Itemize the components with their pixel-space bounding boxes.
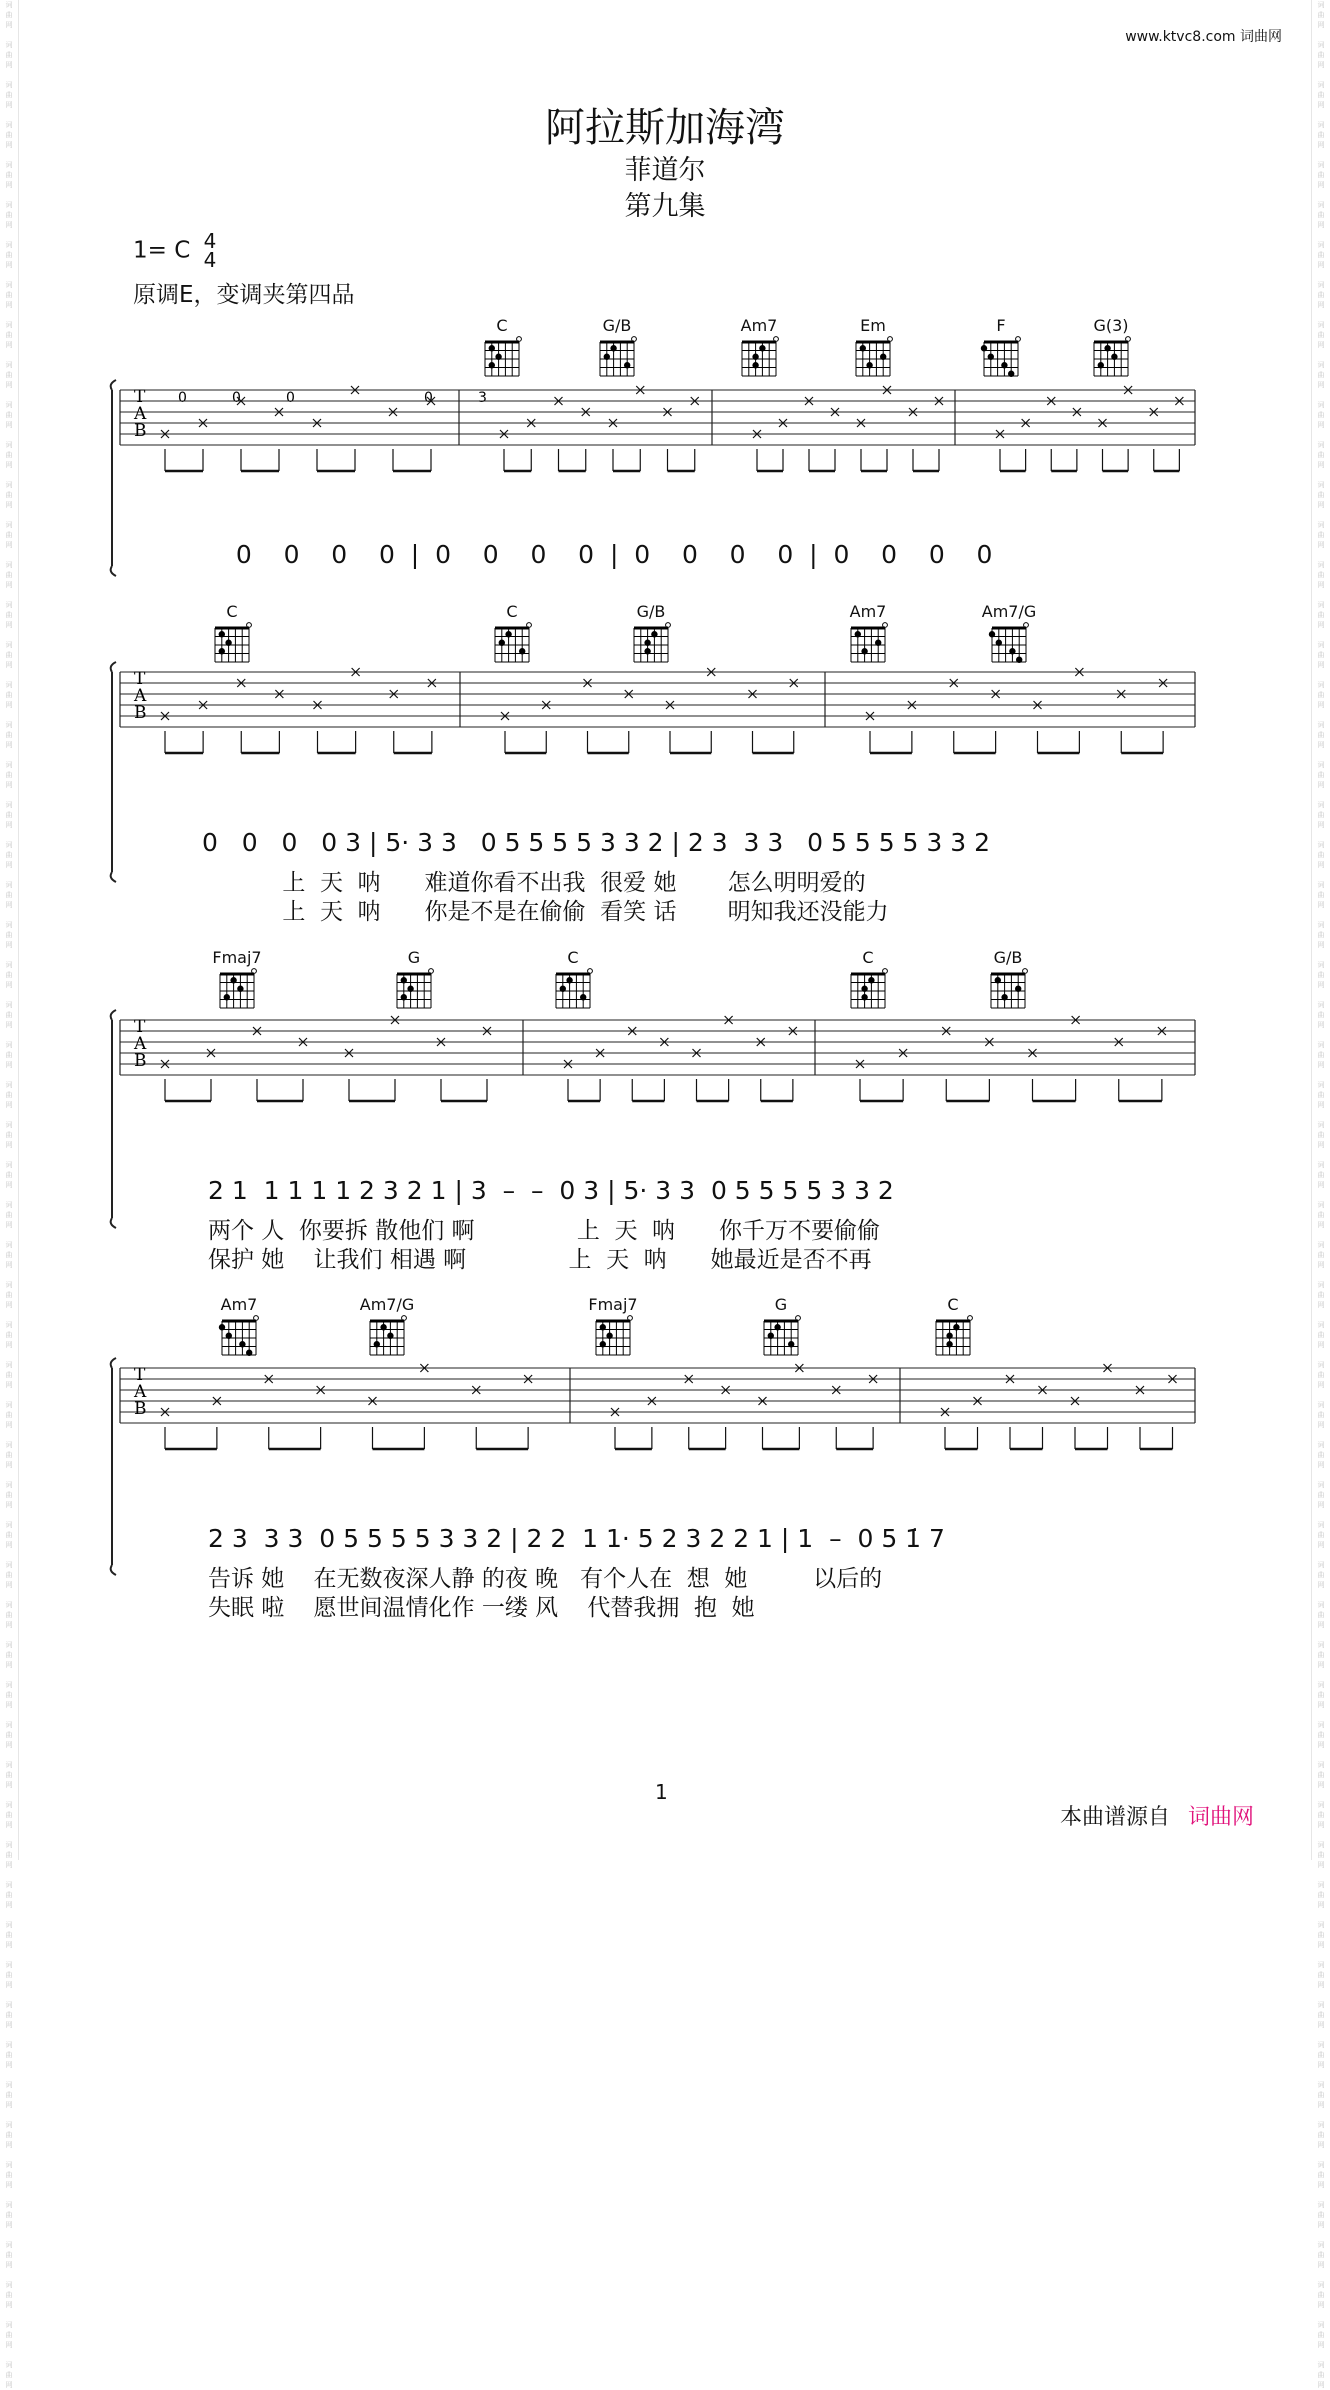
fret-number: 3	[478, 390, 487, 406]
chord-name: Fmaj7	[588, 1295, 638, 1314]
numbered-notation: 0 0 0 0 3 | 5· 3 3 0 5 5 5 5 3 3 2 | 2 3 3 3 0 5 5 5 5 3 3 2	[202, 828, 991, 857]
tab-system-4	[120, 1295, 1195, 1621]
chord-name: C	[947, 1295, 959, 1314]
capo-note: 原调E，变调夹第四品	[133, 282, 355, 308]
song-title: 阿拉斯加海湾	[545, 105, 785, 151]
chord-name: C	[862, 948, 874, 967]
chord-name: Am7	[849, 602, 887, 621]
chord-name: C	[506, 602, 518, 621]
numbered-notation: 0 0 0 0 | 0 0 0 0 | 0 0 0 0 | 0 0 0 0	[220, 540, 993, 569]
time-sig-bottom: 4	[203, 248, 217, 272]
tab-clef-letter: T	[134, 1365, 146, 1385]
footer-source-text: 本曲谱源自	[1060, 1805, 1171, 1830]
tab-clef-letter: A	[134, 686, 147, 707]
tab-clef-letter: A	[134, 1382, 147, 1403]
episode-label: 第九集	[624, 191, 706, 222]
key-signature	[133, 229, 217, 272]
left-margin-line	[18, 0, 19, 1860]
tab-clef-letter: B	[134, 703, 147, 724]
tab-clef-letter: T	[134, 387, 146, 407]
lyric-line-1: 告诉 她 在无数夜深人静 的夜 晚 有个人在 想 她 以后的	[208, 1566, 883, 1592]
fret-number: 0	[286, 390, 295, 406]
artist-name: 菲道尔	[624, 155, 706, 186]
footer-brand-link[interactable]: 词曲网	[1188, 1805, 1255, 1830]
lyric-line-1: 两个 人 你要拆 散他们 啊 上 天 呐 你千万不要偷偷	[208, 1218, 881, 1244]
tab-system-3	[120, 948, 1195, 1273]
chord-name: G	[774, 1295, 788, 1314]
tab-clef-letter: A	[134, 404, 147, 425]
site-watermark[interactable]: www.ktvc8.com 词曲网	[1125, 29, 1282, 45]
tab-clef-letter: T	[134, 669, 146, 689]
key-label: 1= C	[133, 237, 191, 264]
chord-name: Am7	[740, 316, 778, 335]
chord-name: Em	[860, 316, 886, 335]
lyric-line-2: 失眠 啦 愿世间温情化作 一缕 风 代替我拥 抱 她	[208, 1595, 755, 1621]
time-signature	[203, 229, 217, 272]
fret-number: 0	[232, 390, 241, 406]
tab-system-2	[120, 602, 1195, 925]
chord-name: C	[567, 948, 579, 967]
tab-clef-letter: B	[134, 421, 147, 442]
chord-name: G	[407, 948, 421, 967]
left-watermark-column: 词 曲 网 词 曲 网 词 曲 网 词 曲 网 词 曲 网 词 曲 网 词 曲 网 词 曲 网 词 曲 网 词 曲 网 词 曲 网 词 曲 网 词 曲 网 词 曲 网 词 曲 网 词 曲 网 词 曲 网 词 曲 网 词 曲 网 词 曲 网 词 曲 网 词 曲 网 词 曲 网 词 曲 网 词 曲 网 词 曲 网 词 曲 网 词 曲 网 词 曲 网 词 曲 网 词 曲 网 词 曲 网 词 曲 网 词 曲 网 词 曲 网 词 曲 网 词 曲 网 词 曲 网 词 曲 网 词 曲 网 词 曲 网 词 曲 网 词 曲 网 词 曲 网 词 曲 网 词 曲 网 词 曲 网 词 曲 网 词 曲 网 词 曲 网 词 曲 网 词 曲 网 词 曲 网 词 曲 网 词 曲 网 词 曲 网 词 曲 网 词 曲 网 词 曲 网 词 曲 网	[5, 1, 13, 2389]
right-watermark-column: 词 曲 网 词 曲 网 词 曲 网 词 曲 网 词 曲 网 词 曲 网 词 曲 网 词 曲 网 词 曲 网 词 曲 网 词 曲 网 词 曲 网 词 曲 网 词 曲 网 词 曲 网 词 曲 网 词 曲 网 词 曲 网 词 曲 网 词 曲 网 词 曲 网 词 曲 网 词 曲 网 词 曲 网 词 曲 网 词 曲 网 词 曲 网 词 曲 网 词 曲 网 词 曲 网 词 曲 网 词 曲 网 词 曲 网 词 曲 网 词 曲 网 词 曲 网 词 曲 网 词 曲 网 词 曲 网 词 曲 网 词 曲 网 词 曲 网 词 曲 网 词 曲 网 词 曲 网 词 曲 网 词 曲 网 词 曲 网 词 曲 网 词 曲 网 词 曲 网 词 曲 网 词 曲 网 词 曲 网 词 曲 网 词 曲 网 词 曲 网 词 曲 网 词 曲 网 词 曲 网	[1317, 1, 1325, 2389]
numbered-notation: 2 1 1 1 1 1 2 3 2 1 | 3 – – 0 3 | 5· 3 3 0 5 5 5 5 3 3 2	[208, 1176, 894, 1205]
fret-number: 0	[178, 390, 187, 406]
chord-name: C	[226, 602, 238, 621]
chord-name: Am7/G	[981, 602, 1037, 621]
chord-name: Am7/G	[359, 1295, 415, 1314]
chord-name: C	[496, 316, 508, 335]
tab-clef-letter: B	[134, 1051, 147, 1072]
page-number: 1	[655, 1780, 668, 1804]
footer-source	[1060, 1800, 1254, 1831]
chord-name: G(3)	[1093, 316, 1129, 335]
numbered-notation: 2 3 3 3 0 5 5 5 5 3 3 2 | 2 2 1 1· 5 2 3 2 2 1 | 1 – 0 5 1̇ 7	[208, 1524, 945, 1553]
chord-name: G/B	[993, 948, 1023, 967]
lyric-line-2: 保护 她 让我们 相遇 啊 上 天 呐 她最近是否不再	[208, 1247, 872, 1273]
tab-clef-letter: T	[134, 1017, 146, 1037]
fret-number: 0	[424, 390, 433, 406]
lyric-line-2: 上 天 呐 你是不是在偷偷 看笑 话 明知我还没能力	[202, 899, 889, 925]
lyric-line-1: 上 天 呐 难道你看不出我 很爱 她 怎么明明爱的	[202, 870, 866, 896]
chord-name: G/B	[636, 602, 666, 621]
tab-clef-letter: B	[134, 1399, 147, 1420]
time-sig-top: 4	[203, 229, 217, 253]
chord-name: Am7	[220, 1295, 258, 1314]
chord-name: Fmaj7	[212, 948, 262, 967]
tab-clef-letter: A	[134, 1034, 147, 1055]
chord-name: F	[996, 316, 1006, 335]
chord-name: G/B	[602, 316, 632, 335]
tab-system-1	[120, 316, 1195, 586]
right-margin-line	[1311, 0, 1312, 1860]
